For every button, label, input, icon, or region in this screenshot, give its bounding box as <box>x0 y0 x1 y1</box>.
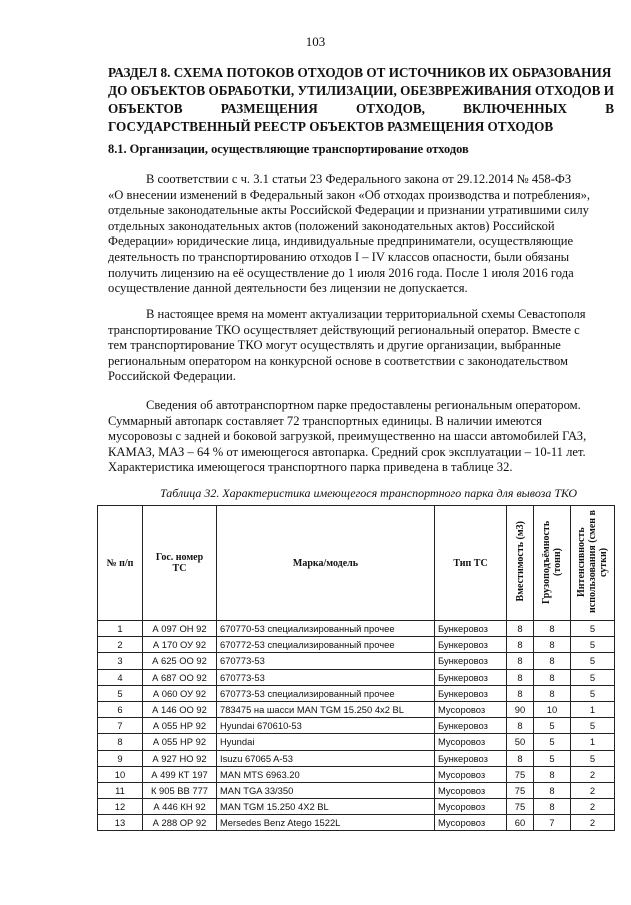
cell-intensity: 2 <box>571 815 615 831</box>
cell-capacity: 8 <box>507 685 534 701</box>
text-line: «О внесении изменений в Федеральный закон «Об отходах производства и потребления», <box>108 187 591 202</box>
cell-plate: А 055 НР 92 <box>143 718 217 734</box>
header-num: № п/п <box>98 506 143 621</box>
page-number: 103 <box>305 34 326 49</box>
cell-plate: А 146 ОО 92 <box>143 701 217 717</box>
cell-num: 9 <box>98 750 143 766</box>
cell-type: Мусоровоз <box>435 734 507 750</box>
text-line: КАМАЗ, МАЗ – 64 % от имеющегося автопарка. Средний срок эксплуатации – 10-11 лет. <box>108 444 586 459</box>
cell-model: MAN MTS 6963.20 <box>217 766 435 782</box>
table-row <box>98 653 615 669</box>
cell-load: 8 <box>534 685 571 701</box>
cell-capacity: 75 <box>507 766 534 782</box>
cell-type: Бункеровоз <box>435 669 507 685</box>
vehicle-fleet-table <box>97 505 615 831</box>
cell-model: 783475 на шасси MAN TGM 15.250 4x2 BL <box>217 701 435 717</box>
cell-type: Бункеровоз <box>435 637 507 653</box>
cell-model: MAN TGM 15.250 4X2 BL <box>217 799 435 815</box>
text-line: транспортирование ТКО осуществляет действующий региональный оператор. Вместе с <box>108 322 580 337</box>
cell-plate: А 288 ОР 92 <box>143 815 217 831</box>
text-line: деятельность по транспортированию отходов I – IV классов опасности, были обязаны <box>108 249 570 264</box>
table-row <box>98 750 615 766</box>
cell-model: MAN TGA 33/350 <box>217 782 435 798</box>
text-line: региональным оператором на конкурсной основе в соответствии с законодательством <box>108 353 568 368</box>
cell-model: 670773-53 <box>217 669 435 685</box>
table-row <box>98 815 615 831</box>
cell-capacity: 8 <box>507 637 534 653</box>
cell-num: 5 <box>98 685 143 701</box>
cell-plate: А 060 ОУ 92 <box>143 685 217 701</box>
cell-model: Mersedes Benz Atego 1522L <box>217 815 435 831</box>
cell-model: 670772-53 специализированный прочее <box>217 637 435 653</box>
text-line: Федерации» юридические лица, индивидуальные предприниматели, осуществляющие <box>108 234 574 249</box>
cell-intensity: 2 <box>571 782 615 798</box>
cell-plate: А 927 НО 92 <box>143 750 217 766</box>
header-load: Грузоподъёмность (тонн) <box>534 506 571 621</box>
header-model: Марка/модель <box>217 506 435 621</box>
heading-line: ГОСУДАРСТВЕННЫЙ РЕЕСТР ОБЪЕКТОВ РАЗМЕЩЕНИЯ ОТХОДОВ <box>108 119 554 134</box>
cell-capacity: 8 <box>507 718 534 734</box>
cell-type: Мусоровоз <box>435 799 507 815</box>
header-plate: Гос. номер ТС <box>143 506 217 621</box>
cell-num: 13 <box>98 815 143 831</box>
cell-model: 670773-53 <box>217 653 435 669</box>
table-row <box>98 621 615 637</box>
cell-num: 8 <box>98 734 143 750</box>
text-line: В соответствии с ч. 3.1 статьи 23 Федерального закона от 29.12.2014 № 458-ФЗ <box>146 172 572 186</box>
cell-intensity: 1 <box>571 701 615 717</box>
cell-intensity: 5 <box>571 653 615 669</box>
cell-intensity: 1 <box>571 734 615 750</box>
heading-word: ОБЪЕКТОВ <box>108 101 183 116</box>
text-line: Характеристика имеющегося транспортного парка приведена в таблице 32. <box>108 460 513 475</box>
text-line: Суммарный автопарк составляет 72 транспортных единицы. В наличии имеются <box>108 413 542 428</box>
cell-intensity: 5 <box>571 637 615 653</box>
cell-capacity: 75 <box>507 799 534 815</box>
cell-intensity: 5 <box>571 685 615 701</box>
table-row <box>98 799 615 815</box>
cell-capacity: 90 <box>507 701 534 717</box>
table-row <box>98 734 615 750</box>
heading-word: ВКЛЮЧЕННЫХ <box>463 101 568 116</box>
cell-capacity: 60 <box>507 815 534 831</box>
table-row <box>98 637 615 653</box>
text-line: осуществление данной деятельности без лицензии не допускается. <box>108 281 468 296</box>
cell-type: Бункеровоз <box>435 621 507 637</box>
cell-plate: А 170 ОУ 92 <box>143 637 217 653</box>
text-line: Сведения об автотранспортном парке предоставлены региональным оператором. <box>146 398 581 412</box>
cell-load: 8 <box>534 669 571 685</box>
cell-num: 6 <box>98 701 143 717</box>
cell-type: Бункеровоз <box>435 653 507 669</box>
heading-word: В <box>605 101 614 116</box>
cell-load: 8 <box>534 621 571 637</box>
cell-num: 12 <box>98 799 143 815</box>
header-capacity: Вместимость (м3) <box>507 506 534 621</box>
heading-word: РАЗМЕЩЕНИЯ <box>220 101 318 116</box>
cell-plate: К 905 ВВ 777 <box>143 782 217 798</box>
heading-line-justified <box>108 100 614 118</box>
cell-capacity: 50 <box>507 734 534 750</box>
cell-plate: А 097 ОН 92 <box>143 621 217 637</box>
cell-intensity: 5 <box>571 718 615 734</box>
cell-num: 1 <box>98 621 143 637</box>
cell-type: Бункеровоз <box>435 685 507 701</box>
cell-plate: А 446 КН 92 <box>143 799 217 815</box>
cell-plate: А 625 ОО 92 <box>143 653 217 669</box>
paragraph-3 <box>108 398 614 476</box>
cell-num: 7 <box>98 718 143 734</box>
cell-num: 4 <box>98 669 143 685</box>
cell-type: Мусоровоз <box>435 815 507 831</box>
cell-load: 8 <box>534 653 571 669</box>
cell-intensity: 5 <box>571 669 615 685</box>
table-row <box>98 669 615 685</box>
heading-line: РАЗДЕЛ 8. СХЕМА ПОТОКОВ ОТХОДОВ ОТ ИСТОЧНИКОВ ИХ ОБРАЗОВАНИЯ <box>108 65 612 80</box>
cell-model: Hyundai 670610-53 <box>217 718 435 734</box>
cell-load: 7 <box>534 815 571 831</box>
cell-num: 10 <box>98 766 143 782</box>
table-caption: Таблица 32. Характеристика имеющегося транспортного парка для вывоза ТКО <box>160 486 578 500</box>
cell-model: 670770-53 специализированный прочее <box>217 621 435 637</box>
cell-intensity: 5 <box>571 750 615 766</box>
cell-capacity: 8 <box>507 750 534 766</box>
cell-type: Мусоровоз <box>435 782 507 798</box>
cell-model: Hyundai <box>217 734 435 750</box>
cell-load: 5 <box>534 750 571 766</box>
paragraph-2 <box>108 307 614 385</box>
heading-word: ОТХОДОВ, <box>355 101 425 116</box>
table-row <box>98 685 615 701</box>
text-line: В настоящее время на момент актуализации территориальной схемы Севастополя <box>146 307 586 321</box>
cell-plate: А 687 ОО 92 <box>143 669 217 685</box>
cell-load: 8 <box>534 766 571 782</box>
text-line: отдельных законодательных актов (положений законодательных актов) Российской <box>108 218 555 233</box>
cell-plate: А 499 КТ 197 <box>143 766 217 782</box>
table-row <box>98 718 615 734</box>
header-type: Тип ТС <box>435 506 507 621</box>
cell-num: 2 <box>98 637 143 653</box>
header-intensity: Интенсивность использования (смен в сутки) <box>571 506 615 621</box>
table-row <box>98 782 615 798</box>
text-line: отдельные законодательные акты Российской Федерации и признании утратившими силу <box>108 203 589 218</box>
cell-intensity: 2 <box>571 766 615 782</box>
table-row <box>98 766 615 782</box>
cell-load: 8 <box>534 799 571 815</box>
text-line: тем транспортирование ТКО могут осуществлять и другие организации, выбранные <box>108 338 561 353</box>
cell-intensity: 2 <box>571 799 615 815</box>
cell-load: 8 <box>534 782 571 798</box>
paragraph-1 <box>108 172 614 297</box>
cell-load: 8 <box>534 637 571 653</box>
cell-num: 3 <box>98 653 143 669</box>
cell-model: Isuzu 67065 A-53 <box>217 750 435 766</box>
cell-capacity: 8 <box>507 653 534 669</box>
cell-type: Бункеровоз <box>435 750 507 766</box>
subsection-heading: 8.1. Организации, осуществляющие транспортирование отходов <box>108 142 469 156</box>
table-row <box>98 701 615 717</box>
cell-num: 11 <box>98 782 143 798</box>
cell-model: 670773-53 специализированный прочее <box>217 685 435 701</box>
cell-load: 5 <box>534 718 571 734</box>
cell-capacity: 75 <box>507 782 534 798</box>
table-body <box>98 621 615 831</box>
heading-line: ДО ОБЪЕКТОВ ОБРАБОТКИ, УТИЛИЗАЦИИ, ОБЕЗВРЕЖИВАНИЯ ОТХОДОВ И <box>108 83 615 98</box>
cell-capacity: 8 <box>507 669 534 685</box>
cell-plate: А 055 НР 92 <box>143 734 217 750</box>
cell-type: Мусоровоз <box>435 701 507 717</box>
cell-type: Бункеровоз <box>435 718 507 734</box>
cell-load: 5 <box>534 734 571 750</box>
table-header-row <box>98 506 615 621</box>
text-line: получить лицензию на её осуществление до 1 июля 2016 года. После 1 июля 2016 года <box>108 265 574 280</box>
cell-load: 10 <box>534 701 571 717</box>
section-heading <box>108 64 614 136</box>
cell-capacity: 8 <box>507 621 534 637</box>
text-line: Российской Федерации. <box>108 369 236 384</box>
cell-type: Мусоровоз <box>435 766 507 782</box>
cell-intensity: 5 <box>571 621 615 637</box>
text-line: мусоровозы с задней и боковой загрузкой, преимущественно на шасси автомобилей ГАЗ, <box>108 429 587 444</box>
